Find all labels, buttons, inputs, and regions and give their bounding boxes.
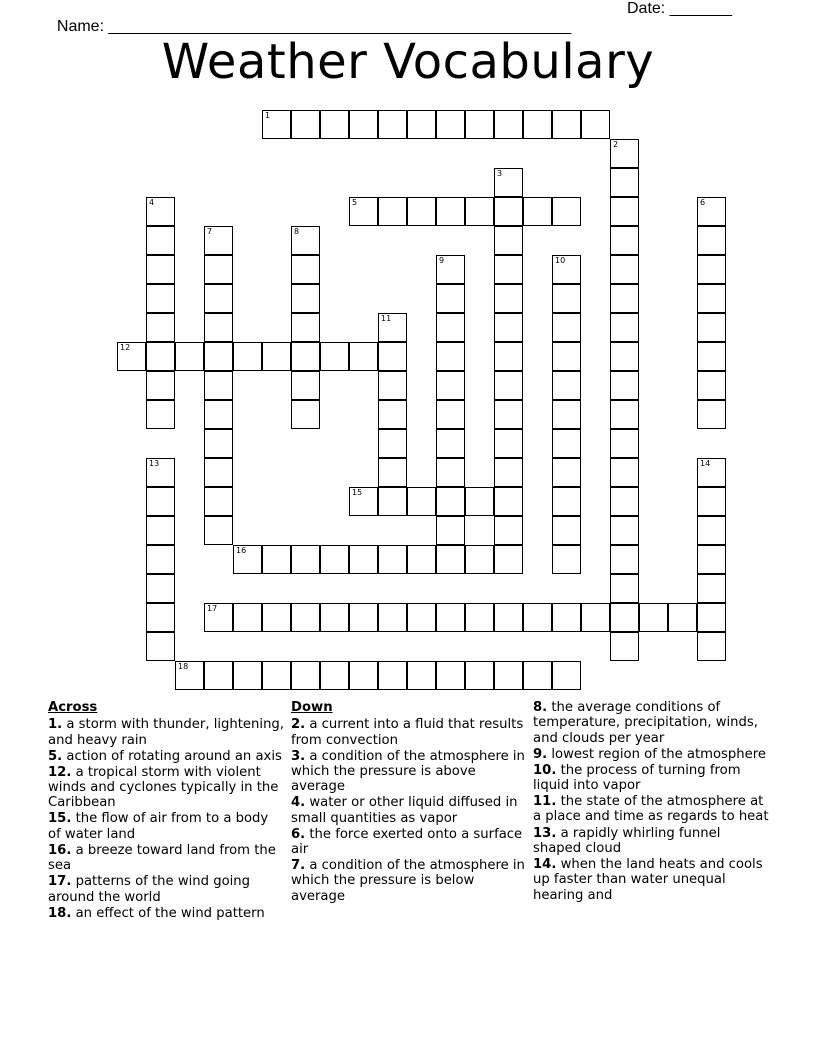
clue-number: 16.	[48, 842, 72, 858]
crossword-cell[interactable]	[407, 603, 436, 632]
crossword-cell[interactable]	[291, 255, 320, 284]
crossword-cell[interactable]	[291, 603, 320, 632]
clue-number: 10.	[533, 762, 557, 778]
clue-item	[291, 795, 527, 826]
clue-text: the process of turning from liquid into vapor	[533, 762, 741, 794]
crossword-cell[interactable]	[204, 487, 233, 516]
crossword-cell[interactable]	[552, 342, 581, 371]
cell-number: 6	[700, 198, 706, 207]
crossword-cell[interactable]	[610, 197, 639, 226]
clue-item	[48, 749, 284, 764]
crossword-cell[interactable]	[378, 603, 407, 632]
cell-number: 5	[352, 198, 358, 207]
clue-text: a condition of the atmosphere in which the pressure is above average	[291, 748, 525, 795]
crossword-cell[interactable]	[465, 197, 494, 226]
across-heading: Across	[48, 700, 98, 715]
crossword-cell[interactable]	[204, 429, 233, 458]
crossword-cell[interactable]	[204, 255, 233, 284]
clue-text: an effect of the wind pattern	[75, 905, 265, 921]
crossword-cell[interactable]	[378, 429, 407, 458]
crossword-cell[interactable]	[407, 487, 436, 516]
crossword-cell[interactable]	[494, 371, 523, 400]
crossword-cell[interactable]	[697, 487, 726, 516]
clue-text: the state of the atmosphere at a place and time as regards to heat	[533, 794, 769, 825]
clue-number: 13.	[533, 825, 557, 841]
crossword-cell[interactable]	[436, 400, 465, 429]
crossword-cell[interactable]	[146, 516, 175, 545]
crossword-cell[interactable]	[233, 661, 262, 690]
crossword-cell[interactable]	[610, 516, 639, 545]
crossword-cell[interactable]	[146, 603, 175, 632]
crossword-cell[interactable]	[146, 255, 175, 284]
crossword-cell[interactable]	[378, 371, 407, 400]
clue-item	[291, 717, 527, 748]
crossword-cell[interactable]	[552, 284, 581, 313]
clue-item	[48, 765, 284, 811]
crossword-cell[interactable]	[552, 545, 581, 574]
name-field-label: Name: ____________________________________________________	[56, 18, 572, 35]
clue-item	[533, 857, 769, 903]
crossword-cell[interactable]	[523, 197, 552, 226]
cell-number: 8	[294, 227, 300, 236]
crossword-cell[interactable]	[610, 574, 639, 603]
crossword-cell[interactable]	[291, 313, 320, 342]
crossword-cell[interactable]	[146, 400, 175, 429]
cell-number: 17	[207, 604, 218, 613]
cell-number: 3	[497, 169, 503, 178]
clue-text: a storm with thunder, lightening, and heavy rain	[48, 717, 284, 748]
crossword-cell[interactable]	[552, 516, 581, 545]
crossword-cell[interactable]	[320, 110, 349, 139]
clue-number: 9.	[533, 746, 548, 762]
cell-number: 11	[381, 314, 392, 323]
crossword-cell[interactable]	[262, 545, 291, 574]
crossword-cell[interactable]	[320, 603, 349, 632]
crossword-cell[interactable]	[494, 400, 523, 429]
clue-text: a breeze toward land from the sea	[48, 842, 276, 874]
crossword-cell[interactable]	[407, 661, 436, 690]
clue-number: 4.	[291, 795, 306, 811]
crossword-cell[interactable]	[320, 342, 349, 371]
crossword-cell[interactable]	[378, 313, 407, 342]
crossword-cell[interactable]	[378, 545, 407, 574]
crossword-cell[interactable]	[697, 458, 726, 487]
crossword-cell[interactable]	[146, 284, 175, 313]
crossword-cell[interactable]	[610, 284, 639, 313]
crossword-cell[interactable]	[233, 342, 262, 371]
crossword-cell[interactable]	[465, 603, 494, 632]
crossword-cell[interactable]	[552, 110, 581, 139]
clue-item	[48, 906, 284, 921]
crossword-cell[interactable]	[494, 168, 523, 197]
crossword-cell[interactable]	[552, 313, 581, 342]
clue-number: 11.	[533, 794, 557, 810]
crossword-cell[interactable]	[262, 342, 291, 371]
cell-number: 9	[439, 256, 445, 265]
crossword-cell[interactable]	[610, 429, 639, 458]
crossword-cell[interactable]	[610, 226, 639, 255]
crossword-cell[interactable]	[291, 284, 320, 313]
crossword-cell[interactable]	[349, 342, 378, 371]
crossword-cell[interactable]	[436, 255, 465, 284]
crossword-cell[interactable]	[610, 313, 639, 342]
cell-number: 10	[555, 256, 566, 265]
crossword-cell[interactable]	[552, 487, 581, 516]
crossword-cell[interactable]	[552, 371, 581, 400]
crossword-cell[interactable]	[349, 545, 378, 574]
clue-text: a current into a fluid that results from convection	[291, 717, 524, 748]
crossword-cell[interactable]	[204, 371, 233, 400]
clue-text: the force exerted onto a surface air	[291, 826, 523, 858]
cell-number: 4	[149, 198, 155, 207]
crossword-cell[interactable]	[552, 197, 581, 226]
crossword-cell[interactable]	[349, 661, 378, 690]
clue-text: lowest region of the atmosphere	[551, 746, 767, 762]
crossword-cell[interactable]	[494, 110, 523, 139]
crossword-cell[interactable]	[552, 603, 581, 632]
crossword-cell[interactable]	[523, 603, 552, 632]
crossword-cell[interactable]	[610, 545, 639, 574]
clue-number: 6.	[291, 826, 306, 842]
crossword-cell[interactable]	[146, 342, 175, 371]
crossword-cell[interactable]	[697, 226, 726, 255]
crossword-cell[interactable]	[697, 545, 726, 574]
cell-number: 18	[178, 662, 189, 671]
crossword-cell[interactable]	[465, 110, 494, 139]
clue-number: 2.	[291, 717, 306, 733]
cell-number: 7	[207, 227, 213, 236]
clue-number: 17.	[48, 874, 72, 890]
crossword-cell[interactable]	[494, 458, 523, 487]
crossword-cell[interactable]	[146, 197, 175, 226]
crossword-cell[interactable]	[378, 342, 407, 371]
crossword-cell[interactable]	[552, 400, 581, 429]
across-clues	[48, 700, 284, 922]
crossword-cell[interactable]	[610, 400, 639, 429]
clue-text: the flow of air from to a body of water land	[48, 811, 269, 842]
crossword-cell[interactable]	[146, 371, 175, 400]
crossword-cell[interactable]	[146, 574, 175, 603]
crossword-cell[interactable]	[291, 342, 320, 371]
crossword-cell[interactable]	[697, 313, 726, 342]
crossword-cell[interactable]	[436, 516, 465, 545]
crossword-cell[interactable]	[436, 371, 465, 400]
clue-item	[291, 858, 527, 904]
crossword-cell[interactable]	[117, 342, 146, 371]
cell-number: 1	[265, 111, 271, 120]
crossword-cell[interactable]	[349, 110, 378, 139]
crossword-cell[interactable]	[610, 458, 639, 487]
down-clues	[291, 700, 527, 905]
crossword-cell[interactable]	[262, 110, 291, 139]
crossword-cell[interactable]	[291, 226, 320, 255]
crossword-cell[interactable]	[639, 603, 668, 632]
crossword-cell[interactable]	[320, 661, 349, 690]
clue-text: a tropical storm with violent winds and cyclones typically in the Caribbean	[48, 764, 279, 811]
crossword-cell[interactable]	[610, 139, 639, 168]
clue-item	[48, 811, 284, 842]
crossword-cell[interactable]	[552, 429, 581, 458]
crossword-cell[interactable]	[697, 603, 726, 632]
clue-item	[291, 749, 527, 795]
crossword-cell[interactable]	[146, 226, 175, 255]
crossword-cell[interactable]	[204, 313, 233, 342]
clue-item	[533, 763, 769, 794]
crossword-cell[interactable]	[465, 661, 494, 690]
crossword-cell[interactable]	[146, 313, 175, 342]
clue-number: 15.	[48, 811, 72, 827]
clue-item	[533, 700, 769, 746]
crossword-cell[interactable]	[262, 661, 291, 690]
crossword-cell[interactable]	[378, 110, 407, 139]
crossword-cell[interactable]	[349, 487, 378, 516]
crossword-cell[interactable]	[291, 371, 320, 400]
crossword-cell[interactable]	[697, 516, 726, 545]
clue-item	[533, 794, 769, 825]
crossword-cell[interactable]	[610, 168, 639, 197]
crossword-cell[interactable]	[378, 487, 407, 516]
cell-number: 13	[149, 459, 160, 468]
crossword-cell[interactable]	[407, 110, 436, 139]
crossword-cell[interactable]	[436, 661, 465, 690]
cell-number: 12	[120, 343, 131, 352]
crossword-cell[interactable]	[204, 342, 233, 371]
crossword-cell[interactable]	[494, 545, 523, 574]
crossword-cell[interactable]	[610, 603, 639, 632]
crossword-cell[interactable]	[349, 197, 378, 226]
crossword-cell[interactable]	[494, 226, 523, 255]
crossword-cell[interactable]	[146, 545, 175, 574]
clue-number: 8.	[533, 700, 548, 715]
clue-text: action of rotating around an axis	[66, 748, 282, 764]
clue-item	[48, 874, 284, 905]
crossword-cell[interactable]	[204, 284, 233, 313]
crossword-cell[interactable]	[233, 603, 262, 632]
crossword-cell[interactable]	[523, 110, 552, 139]
clue-number: 7.	[291, 858, 306, 874]
clue-number: 14.	[533, 856, 557, 872]
page-title: Weather Vocabulary	[161, 34, 655, 90]
crossword-cell[interactable]	[494, 603, 523, 632]
crossword-cell[interactable]	[146, 632, 175, 661]
crossword-cell[interactable]	[610, 632, 639, 661]
crossword-cell[interactable]	[378, 661, 407, 690]
crossword-cell[interactable]	[204, 603, 233, 632]
crossword-cell[interactable]	[697, 255, 726, 284]
crossword-cell[interactable]	[436, 603, 465, 632]
crossword-cell[interactable]	[610, 487, 639, 516]
crossword-cell[interactable]	[175, 342, 204, 371]
clue-text: the average conditions of temperature, precipitation, winds, and clouds per year	[533, 700, 758, 746]
crossword-cell[interactable]	[378, 400, 407, 429]
crossword-cell[interactable]	[465, 545, 494, 574]
crossword-cell[interactable]	[697, 371, 726, 400]
crossword-cell[interactable]	[291, 545, 320, 574]
crossword-cell[interactable]	[581, 603, 610, 632]
down-clues-continued	[533, 700, 769, 904]
crossword-cell[interactable]	[436, 284, 465, 313]
crossword-cell[interactable]	[523, 661, 552, 690]
crossword-cell[interactable]	[146, 458, 175, 487]
crossword-cell[interactable]	[465, 487, 494, 516]
crossword-cell[interactable]	[494, 487, 523, 516]
cell-number: 2	[613, 140, 619, 149]
down-heading: Down	[291, 700, 333, 715]
crossword-cell[interactable]	[494, 429, 523, 458]
crossword-cell[interactable]	[697, 574, 726, 603]
clue-number: 1.	[48, 717, 63, 733]
date-field-label: Date: _______	[627, 0, 732, 17]
cell-number: 14	[700, 459, 711, 468]
crossword-cell[interactable]	[494, 661, 523, 690]
crossword-cell[interactable]	[291, 661, 320, 690]
crossword-cell[interactable]	[436, 197, 465, 226]
crossword-cell[interactable]	[436, 545, 465, 574]
crossword-cell[interactable]	[204, 400, 233, 429]
clue-number: 18.	[48, 905, 72, 921]
crossword-cell[interactable]	[204, 661, 233, 690]
clue-text: when the land heats and cools up faster than water unequal hearing and	[533, 856, 763, 903]
crossword-cell[interactable]	[436, 110, 465, 139]
crossword-cell[interactable]	[146, 487, 175, 516]
crossword-cell[interactable]	[668, 603, 697, 632]
crossword-cell[interactable]	[320, 545, 349, 574]
crossword-cell[interactable]	[494, 284, 523, 313]
crossword-cell[interactable]	[610, 342, 639, 371]
crossword-cell[interactable]	[349, 603, 378, 632]
cell-number: 16	[236, 546, 247, 555]
crossword-cell[interactable]	[407, 197, 436, 226]
clue-number: 3.	[291, 748, 306, 764]
crossword-cell[interactable]	[610, 255, 639, 284]
clue-number: 12.	[48, 764, 72, 780]
clue-item	[291, 827, 527, 858]
crossword-cell[interactable]	[262, 603, 291, 632]
crossword-cell[interactable]	[494, 255, 523, 284]
crossword-cell[interactable]	[204, 226, 233, 255]
clue-item	[533, 747, 769, 762]
clue-number: 5.	[48, 748, 63, 764]
crossword-cell[interactable]	[494, 197, 523, 226]
clue-text: a condition of the atmosphere in which the pressure is below average	[291, 858, 525, 904]
crossword-cell[interactable]	[378, 458, 407, 487]
crossword-cell[interactable]	[697, 400, 726, 429]
crossword-cell[interactable]	[407, 545, 436, 574]
crossword-cell[interactable]	[436, 342, 465, 371]
crossword-cell[interactable]	[436, 458, 465, 487]
crossword-cell[interactable]	[697, 284, 726, 313]
clue-item	[48, 717, 284, 748]
crossword-cell[interactable]	[378, 197, 407, 226]
crossword-cell[interactable]	[610, 371, 639, 400]
crossword-cell[interactable]	[697, 342, 726, 371]
crossword-cell[interactable]	[494, 516, 523, 545]
crossword-cell[interactable]	[494, 342, 523, 371]
crossword-cell[interactable]	[552, 458, 581, 487]
crossword-cell[interactable]	[204, 458, 233, 487]
crossword-cell[interactable]	[291, 110, 320, 139]
crossword-cell[interactable]	[436, 429, 465, 458]
clue-item	[533, 826, 769, 857]
crossword-cell[interactable]	[552, 255, 581, 284]
crossword-cell[interactable]	[436, 313, 465, 342]
crossword-cell[interactable]	[291, 400, 320, 429]
clue-text: water or other liquid diffused in small quantities as vapor	[291, 795, 518, 826]
crossword-cell[interactable]	[436, 487, 465, 516]
crossword-cell[interactable]	[494, 313, 523, 342]
crossword-cell[interactable]	[697, 632, 726, 661]
crossword-cell[interactable]	[204, 516, 233, 545]
clue-text: patterns of the wind going around the world	[48, 874, 251, 905]
clue-item	[48, 843, 284, 874]
crossword-cell[interactable]	[581, 110, 610, 139]
crossword-cell[interactable]	[175, 661, 204, 690]
crossword-cell[interactable]	[552, 661, 581, 690]
clue-text: a rapidly whirling funnel shaped cloud	[533, 825, 721, 856]
crossword-cell[interactable]	[697, 197, 726, 226]
crossword-cell[interactable]	[233, 545, 262, 574]
cell-number: 15	[352, 488, 363, 497]
